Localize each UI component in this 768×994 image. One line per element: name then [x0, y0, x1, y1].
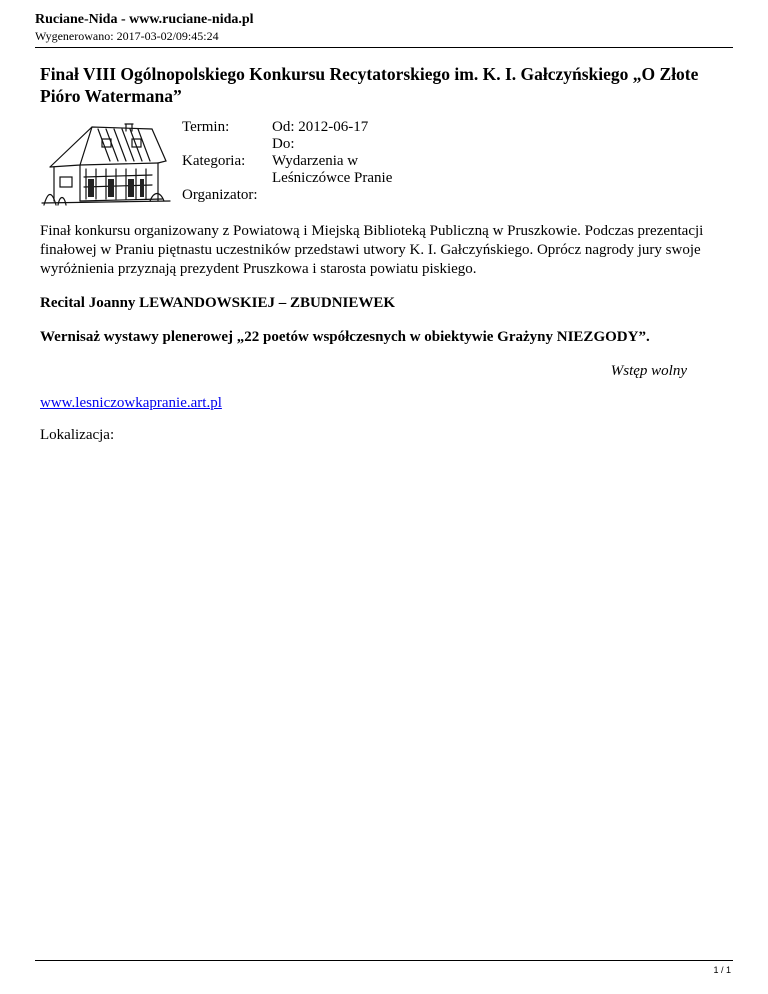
- article-title: Finał VIII Ogólnopolskiego Konkursu Recytatorskiego im. K. I. Gałczyńskiego „O Złote Pióro Watermana”: [40, 64, 699, 106]
- organizator-label: Organizator:: [182, 187, 258, 203]
- termin-from: Od: 2012-06-17: [272, 119, 369, 135]
- termin-row: [182, 119, 422, 153]
- website-link[interactable]: www.lesniczowkapranie.art.pl: [40, 395, 222, 411]
- location-label: Lokalizacja:: [40, 427, 115, 443]
- header-divider: [35, 47, 733, 48]
- termin-label: Termin:: [182, 119, 230, 135]
- exhibition-line: Wernisaż wystawy plenerowej „22 poetów współczesnych w obiektywie Grażyny NIEZGODY”.: [40, 329, 650, 345]
- site-name: Ruciane-Nida - www.ruciane-nida.pl: [35, 12, 254, 27]
- event-details: [40, 119, 732, 211]
- kategoria-row: [182, 153, 422, 187]
- article: [40, 63, 732, 445]
- page-number: 1 / 1: [713, 965, 731, 975]
- organizator-row: [182, 187, 422, 204]
- recital-line: Recital Joanny LEWANDOWSKIEJ – ZBUDNIEWEK: [40, 295, 396, 311]
- kategoria-label: Kategoria:: [182, 153, 246, 169]
- termin-to: Do:: [272, 136, 295, 152]
- event-meta: [182, 119, 422, 204]
- kategoria-value: Wydarzenia w Leśniczówce Pranie: [272, 153, 393, 186]
- generated-timestamp: Wygenerowano: 2017-03-02/09:45:24: [35, 29, 219, 43]
- footer-divider: [35, 960, 733, 961]
- house-sketch-image: [40, 121, 172, 209]
- page-header: [35, 12, 733, 44]
- termin-values: [272, 119, 422, 153]
- free-entry-note: Wstęp wolny: [610, 363, 687, 379]
- event-description: Finał konkursu organizowany z Powiatową i Miejską Biblioteką Publiczną w Pruszkowie. Podczas prezentacji finałowej w Praniu piętnastu uczestników przedstawi utwory K. I. Gałczyńskiego. Oprócz nagrody jury swoje wyróżnienia przyznają prezydent Pruszkowa i starosta powiatu piskiego.: [40, 223, 704, 277]
